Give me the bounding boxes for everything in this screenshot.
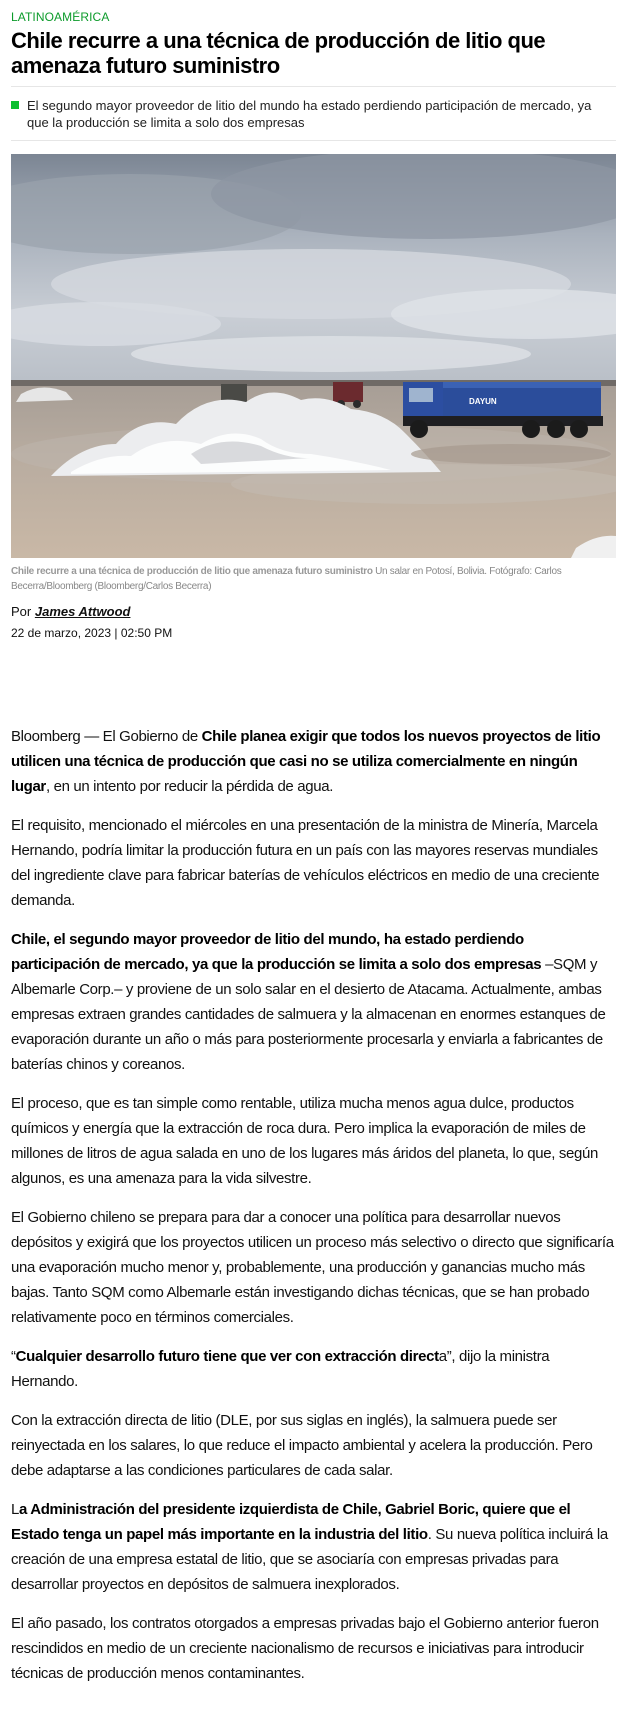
article-paragraph — [11, 927, 616, 1077]
text-segment: L — [11, 1501, 19, 1518]
salt-flat-photo — [11, 154, 616, 558]
byline-prefix: Por — [11, 604, 32, 619]
bold-text-segment: Chile planea exigir que todos los nuevos proyectos de litio utilicen una técnica de producción que casi no se utiliza comercialmente en ningún lugar — [11, 728, 601, 795]
text-segment: , en un intento por reducir la pérdida de agua. — [45, 778, 334, 795]
article-paragraph — [11, 1344, 616, 1394]
text-segment: El proceso, que es tan simple como rentable, utiliza mucha menos agua dulce, productos químicos y energía que la extracción de roca dura. Pero implica la evaporación de miles de millones de litros de agua salada en uno de los lugares más áridos del planeta, lo que, según algunos, es una amenaza para la vida silvestre. — [11, 1095, 599, 1187]
article-paragraph — [11, 724, 616, 799]
caption-credit: Un salar en Potosí, Bolivia. Fotógrafo: Carlos Becerra/Bloomberg (Bloomberg/Carlos Becerra) — [11, 566, 562, 592]
text-segment: El requisito, mencionado el miércoles en una presentación de la ministra de Minería, Marcela Hernando, podría limitar la producción futura en un país con las mayores reservas mundiales del ingrediente clave para fabricar baterías de vehículos eléctricos en medio de una creciente demanda. — [11, 817, 600, 909]
bold-text-segment: Cualquier desarrollo futuro tiene que ver con extracción direct — [15, 1348, 439, 1365]
article-paragraph — [11, 1205, 616, 1330]
photo-caption — [11, 564, 616, 594]
green-square-icon — [11, 101, 19, 109]
hero-photo — [11, 154, 616, 558]
article-dek — [11, 86, 616, 141]
text-segment: Bloomberg — El Gobierno de — [11, 728, 202, 745]
text-segment: –SQM y Albemarle Corp.– y proviene de un solo salar en el desierto de Atacama. Actualmente, ambas empresas extraen grandes cantidades de salmuera y la almacenan en enormes estanques de evaporación durante un año o más para posteriormente procesarla y enviarla a fabricantes de baterías chinos y coreanos. — [11, 956, 606, 1073]
text-segment: El Gobierno chileno se prepara para dar a conocer una política para desarrollar nuevos depósitos y exigirá que los proyectos utilicen un proceso más selectivo o directo que significaría una evaporación mucho menor y, probablemente, una producción y ganancias mucho más bajas. Tanto SQM como Albemarle están investigando dichas técnicas, que se han probado relativamente poco en términos comerciales. — [11, 1209, 614, 1326]
bold-text-segment: a Administración del presidente izquierdista de Chile, Gabriel Boric, quiere que el Estado tenga un papel más importante en la industria del litio — [11, 1501, 571, 1543]
text-segment: Con la extracción directa de litio (DLE, por sus siglas en inglés), la salmuera puede ser reinyectada en los salares, lo que reduce el impacto ambiental y acelera la producción. Pero debe adaptarse a las condiciones particulares de cada salar. — [11, 1412, 593, 1479]
headline: Chile recurre a una técnica de producción de litio que amenaza futuro suministro — [11, 28, 546, 78]
article-paragraph — [11, 1408, 616, 1483]
dek-text: El segundo mayor proveedor de litio del mundo ha estado perdiendo participación de mercado, ya que la producción se limita a solo dos empresas — [27, 98, 592, 130]
article-paragraph — [11, 1497, 616, 1597]
article-body — [11, 724, 616, 1686]
caption-title: Chile recurre a una técnica de producción de litio que amenaza futuro suministro — [11, 566, 373, 577]
article-paragraph — [11, 1611, 616, 1686]
byline — [11, 604, 616, 619]
article-paragraph — [11, 813, 616, 913]
text-segment: “ — [11, 1348, 16, 1365]
publish-date: 22 de marzo, 2023 | 02:50 PM — [11, 626, 173, 640]
text-segment: a”, dijo la ministra Hernando. — [11, 1348, 550, 1390]
section-kicker[interactable]: LATINOAMÉRICA — [11, 10, 110, 24]
bold-text-segment: Chile, el segundo mayor proveedor de litio del mundo, ha estado perdiendo participación de mercado, ya que la producción se limita a solo dos empresas — [11, 931, 542, 973]
author-link[interactable]: James Attwood — [34, 604, 131, 619]
truck-brand-label: DAYUN — [469, 397, 497, 406]
text-segment: El año pasado, los contratos otorgados a empresas privadas bajo el Gobierno anterior fueron rescindidos en medio de un creciente nacionalismo de recursos e iniciativas para introducir técnicas de producción menos contaminantes. — [11, 1615, 599, 1682]
article-paragraph — [11, 1091, 616, 1191]
text-segment: . Su nueva política incluirá la creación de una empresa estatal de litio, que se asociaría con empresas privadas para desarrollar proyectos en depósitos de salmuera inexplorados. — [11, 1526, 608, 1593]
